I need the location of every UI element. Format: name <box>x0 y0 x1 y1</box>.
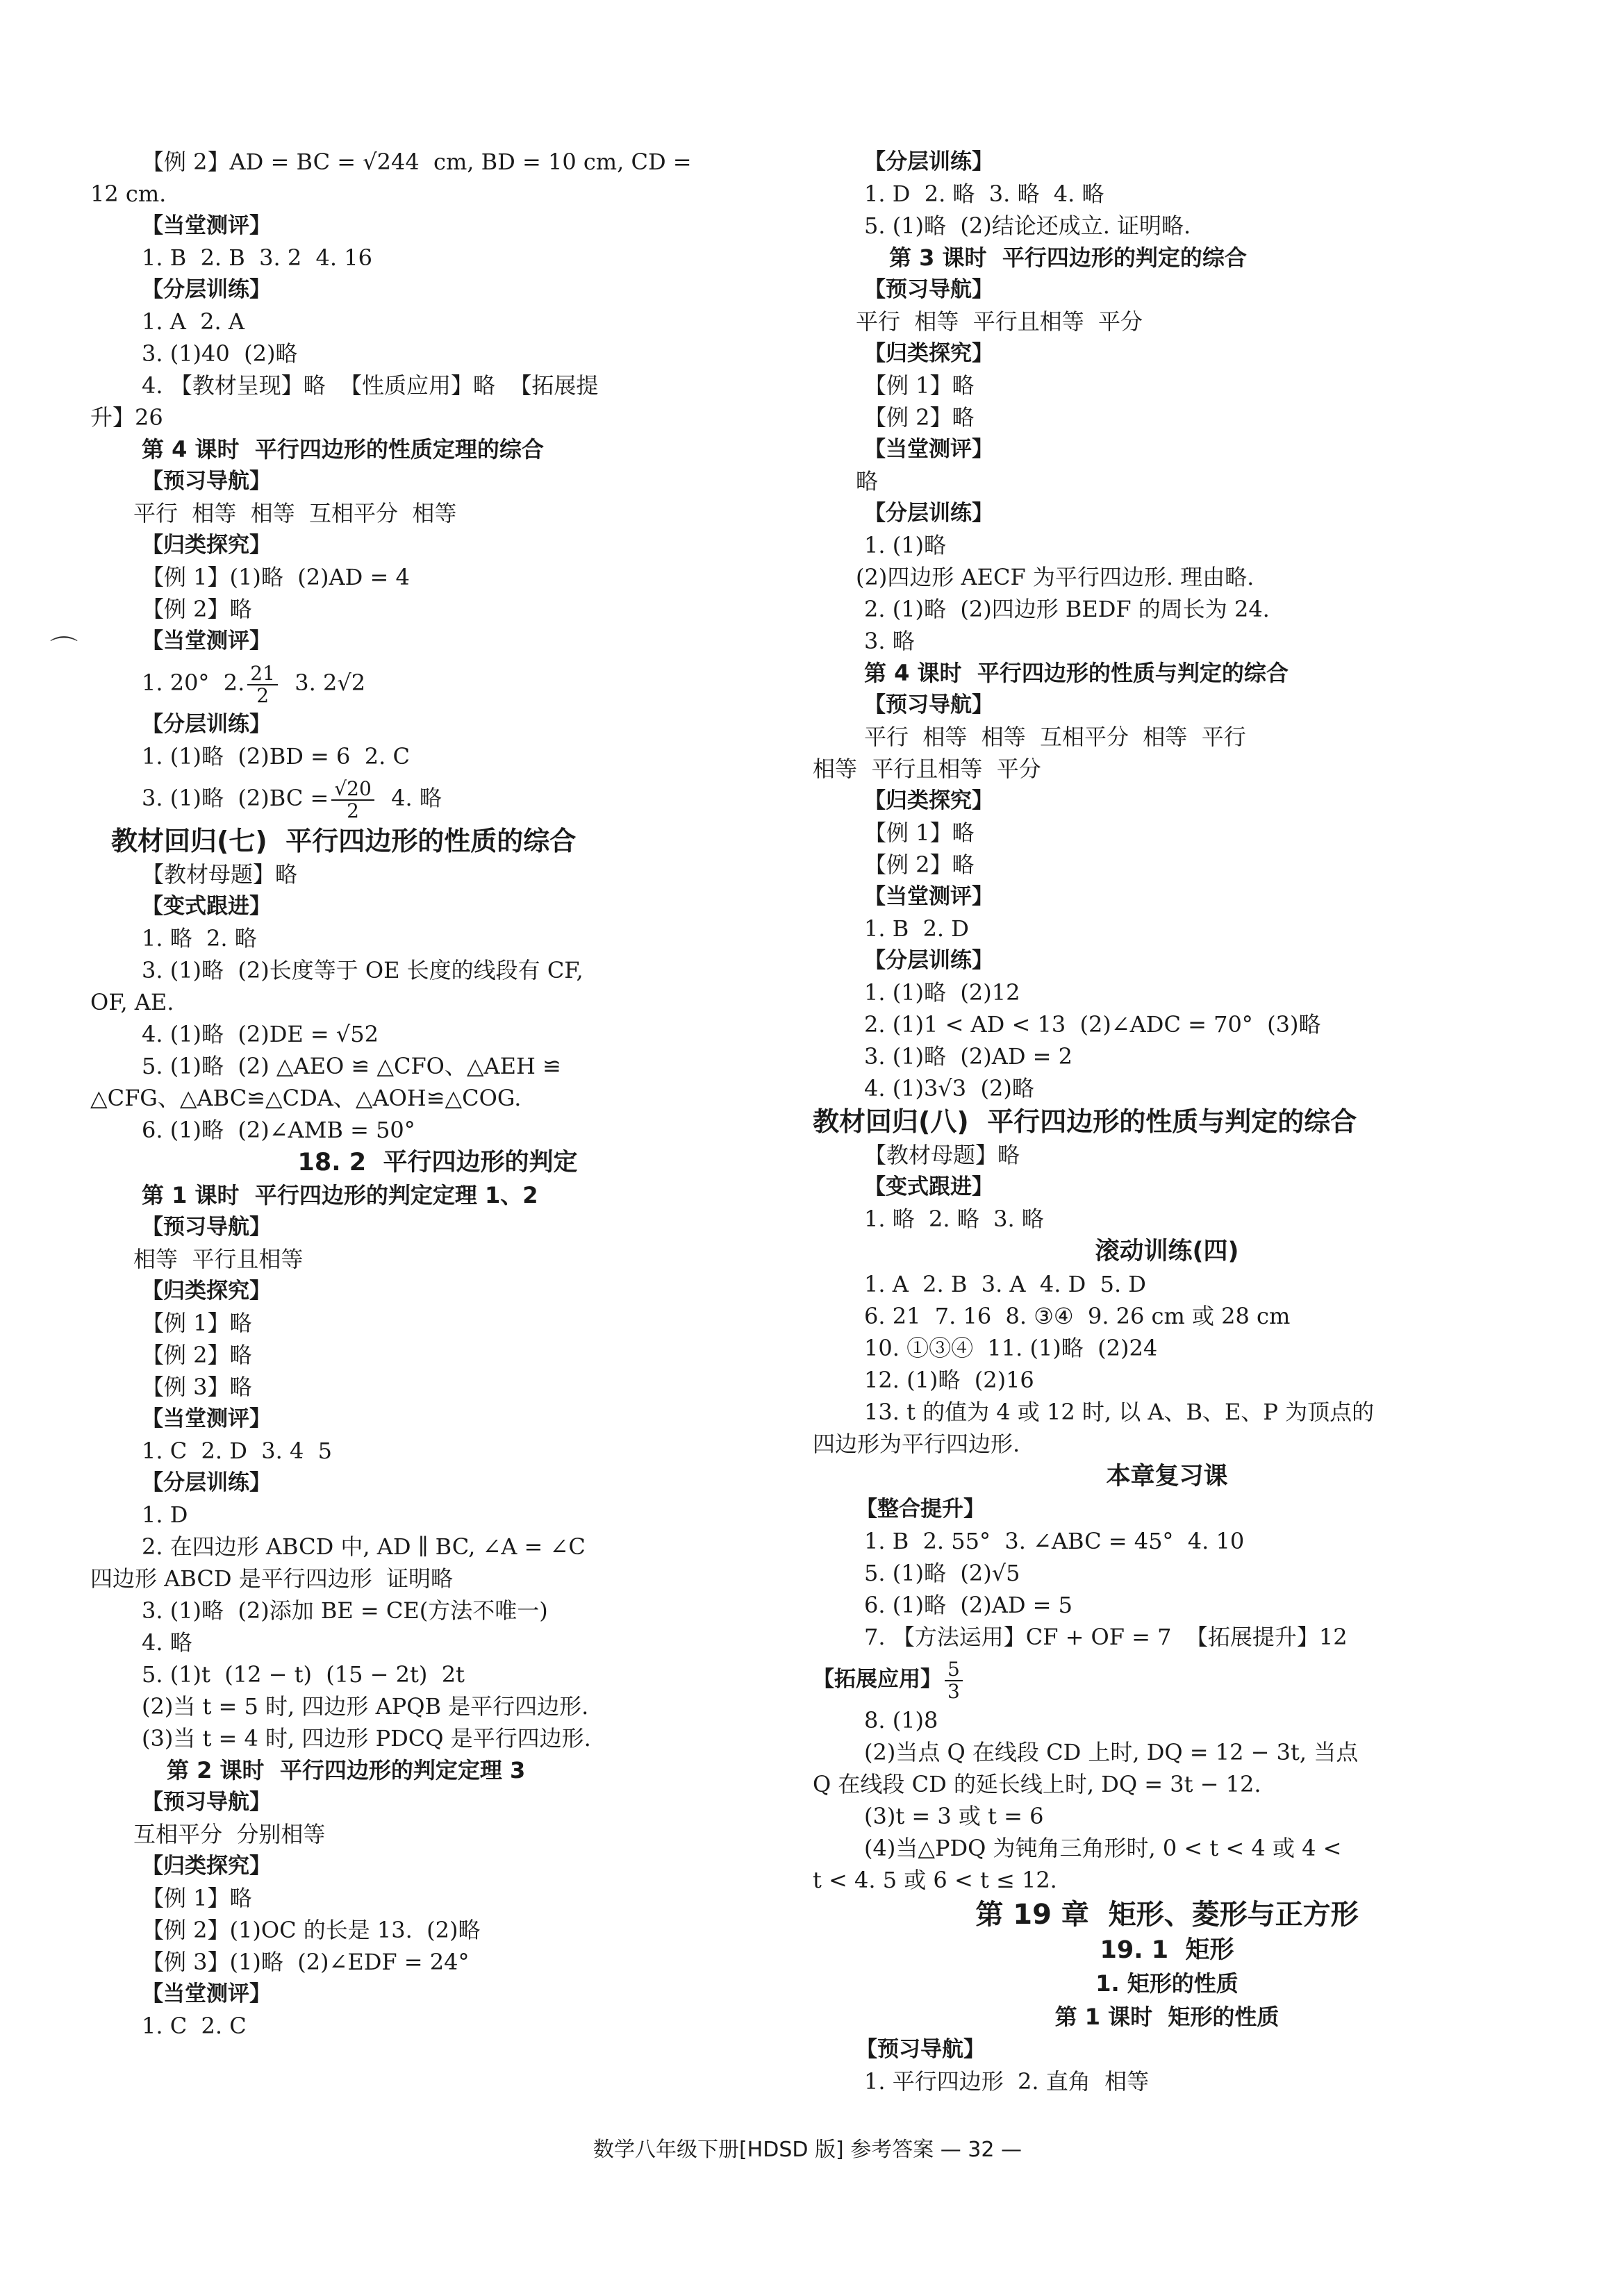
text-line: 3. (1)略 (2)长度等于 OE 长度的线段有 CF, <box>142 957 583 983</box>
section-tag: 【归类探究】 <box>864 788 993 813</box>
section-tag: 【变式跟进】 <box>864 1174 993 1199</box>
right-column <box>813 146 1521 2097</box>
lesson-heading: 第 4 课时 平行四边形的性质与判定的综合 <box>864 660 1289 686</box>
text-line: (4)当△PDQ 为钝角三角形时, 0 < t < 4 或 4 < <box>864 1835 1342 1861</box>
text-line: 1. A 2. A <box>142 308 245 335</box>
section-tag: 【分层训练】 <box>142 277 271 302</box>
text-line: 四边形为平行四边形. <box>813 1431 1020 1457</box>
section-tag: 【分层训练】 <box>142 712 271 737</box>
text-line: 4. 【教材呈现】略 【性质应用】略 【拓展提 <box>142 372 599 399</box>
subsection-heading: 1. 矩形的性质 <box>1095 1970 1239 1997</box>
text-line: 1. B 2. B 3. 2 4. 16 <box>142 244 372 271</box>
section-tag: 【当堂测评】 <box>142 213 271 238</box>
section-tag: 【归类探究】 <box>142 1279 271 1304</box>
text-line: 1. (1)略 (2)BD = 6 2. C <box>142 743 410 770</box>
left-column <box>90 146 785 2042</box>
text-line: 【例 2】略 <box>864 851 975 878</box>
section-tag: 【变式跟进】 <box>142 894 271 919</box>
text-line: (3)t = 3 或 t = 6 <box>864 1803 1044 1829</box>
text-line: 【例 1】略 <box>864 820 975 846</box>
text-line: 【例 1】略 <box>142 1885 252 1911</box>
section-tag: 【预习导航】 <box>856 2037 985 2062</box>
text-line: 【例 2】AD = BC = √244 cm, BD = 10 cm, CD = <box>142 149 692 175</box>
text-line: 10. ①③④ 11. (1)略 (2)24 <box>864 1335 1158 1361</box>
text-line: 3. (1)40 (2)略 <box>142 340 298 367</box>
text-line: 【例 2】略 <box>864 404 975 431</box>
lesson-heading: 第 1 课时 平行四边形的判定定理 1、2 <box>142 1182 538 1208</box>
section-tag: 【归类探究】 <box>864 341 993 366</box>
review-heading: 教材回归(八) 平行四边形的性质与判定的综合 <box>813 1106 1357 1137</box>
text-line: 1. B 2. D <box>864 915 969 942</box>
text-line: 【教材母题】略 <box>864 1142 1020 1168</box>
text-line: 【例 1】略 <box>142 1310 252 1336</box>
text-line: Q 在线段 CD 的延长线上时, DQ = 3t − 12. <box>813 1771 1261 1797</box>
section-tag: 【分层训练】 <box>142 1470 271 1495</box>
text-line: 2. 在四边形 ABCD 中, AD ∥ BC, ∠A = ∠C <box>142 1533 586 1560</box>
text-line: 12. (1)略 (2)16 <box>864 1367 1034 1393</box>
section-tag: 【预习导航】 <box>142 1215 271 1240</box>
review-heading: 教材回归(七) 平行四边形的性质的综合 <box>111 826 577 856</box>
text-line: 6. (1)略 (2)∠AMB = 50° <box>142 1117 415 1143</box>
text-line: 2. (1)1 < AD < 13 (2)∠ADC = 70° (3)略 <box>864 1011 1321 1038</box>
section-heading: 18. 2 平行四边形的判定 <box>297 1149 578 1176</box>
text-line: 4. (1)3√3 (2)略 <box>864 1075 1034 1101</box>
text-line: 相等 平行且相等 平分 <box>813 756 1041 782</box>
section-heading: 滚动训练(四) <box>1095 1238 1239 1265</box>
text-line: 略 <box>856 468 879 494</box>
text-line: 5. (1)略 (2)√5 <box>864 1560 1020 1586</box>
section-heading: 本章复习课 <box>1106 1463 1228 1490</box>
fraction: $\frac{21}{2}$ <box>247 663 278 706</box>
section-tag: 【预习导航】 <box>142 469 271 494</box>
text-line: 1. A 2. B 3. A 4. D 5. D <box>864 1271 1146 1297</box>
text-line: 5. (1)t (12 − t) (15 − 2t) 2t <box>142 1661 465 1688</box>
text-line: 4. (1)略 (2)DE = √52 <box>142 1021 379 1047</box>
text-line: 4. 略 <box>142 1629 192 1656</box>
lesson-heading: 第 1 课时 矩形的性质 <box>1054 2004 1279 2030</box>
text-line: 平行 相等 相等 互相平分 相等 <box>133 500 457 526</box>
fraction: $\frac{5}{3}$ <box>945 1659 963 1702</box>
lesson-heading: 第 2 课时 平行四边形的判定定理 3 <box>167 1757 526 1783</box>
section-tag: 【当堂测评】 <box>142 629 271 654</box>
chapter-heading: 第 19 章 矩形、菱形与正方形 <box>975 1899 1359 1931</box>
text-line: 1. (1)略 (2)12 <box>864 979 1020 1006</box>
text-line: 2. (1)略 (2)四边形 BEDF 的周长为 24. <box>864 596 1270 622</box>
section-tag: 【归类探究】 <box>142 533 271 558</box>
text-line: 3. (1)略 (2)添加 BE = CE(方法不唯一) <box>142 1597 548 1624</box>
text-line: 【例 2】(1)OC 的长是 13. (2)略 <box>142 1917 481 1943</box>
text-line: 3. (1)略 (2)AD = 2 <box>864 1043 1072 1070</box>
text-line: 1. 略 2. 略 3. 略 <box>864 1206 1044 1232</box>
text-line: 四边形 ABCD 是平行四边形 证明略 <box>90 1565 454 1592</box>
text-line: 6. (1)略 (2)AD = 5 <box>864 1592 1072 1618</box>
text-line: 平行 相等 平行且相等 平分 <box>856 308 1143 335</box>
text-line: 相等 平行且相等 <box>133 1246 304 1272</box>
text-line: 1. 略 2. 略 <box>142 925 257 951</box>
lesson-heading: 第 3 课时 平行四边形的判定的综合 <box>889 244 1247 271</box>
text-line: 互相平分 分别相等 <box>133 1821 326 1847</box>
text-line: 7. 【方法运用】CF + OF = 7 【拓展提升】12 <box>864 1624 1348 1650</box>
section-tag: 【当堂测评】 <box>142 1981 271 2006</box>
text-line: 【例 2】略 <box>142 1342 252 1368</box>
section-tag: 【预习导航】 <box>864 277 993 302</box>
text-line: 【例 2】略 <box>142 596 252 622</box>
section-tag: 【归类探究】 <box>142 1854 271 1879</box>
section-tag: 【分层训练】 <box>864 948 993 973</box>
text-line: 1. C 2. C <box>142 2013 247 2039</box>
text-line: 5. (1)略 (2)结论还成立. 证明略. <box>864 213 1191 239</box>
text-line: 12 cm. <box>90 181 167 207</box>
text-line: (2)当点 Q 在线段 CD 上时, DQ = 12 − 3t, 当点 <box>864 1739 1359 1765</box>
text-line: 13. t 的值为 4 或 12 时, 以 A、B、E、P 为顶点的 <box>864 1399 1375 1425</box>
section-tag: 【预习导航】 <box>142 1790 271 1815</box>
text-line: 1. B 2. 55° 3. ∠ABC = 45° 4. 10 <box>864 1528 1245 1554</box>
text-line: 3. 略 <box>864 628 915 654</box>
text-line: 升】26 <box>90 404 163 431</box>
section-tag: 【当堂测评】 <box>864 884 993 909</box>
page-footer: 数学八年级下册[HDSD 版] 参考答案 — 32 — <box>593 2138 1022 2162</box>
text-line: 6. 21 7. 16 8. ③④ 9. 26 cm 或 28 cm <box>864 1303 1291 1329</box>
scan-mark-icon: ⌒ <box>50 635 78 667</box>
text-line: 【例 1】(1)略 (2)AD = 4 <box>142 564 410 590</box>
section-tag: 【分层训练】 <box>864 501 993 526</box>
text-line: 【例 3】略 <box>142 1374 252 1400</box>
text-line: 1. (1)略 <box>864 532 947 558</box>
text-line: 1. 平行四边形 2. 直角 相等 <box>864 2068 1150 2095</box>
section-tag: 【当堂测评】 <box>864 437 993 462</box>
section-tag: 【当堂测评】 <box>142 1406 271 1431</box>
text-line: (3)当 t = 4 时, 四边形 PDCQ 是平行四边形. <box>142 1725 591 1752</box>
text-line-with-fraction: 【拓展应用】 $\frac{5}{3}$ <box>813 1653 1521 1704</box>
text-line-with-fraction: 3. (1)略 (2)BC = $\frac{√20}{2}$ 4. 略 <box>142 776 442 822</box>
section-tag: 【预习导航】 <box>864 692 993 717</box>
lesson-heading: 第 4 课时 平行四边形的性质定理的综合 <box>142 436 544 463</box>
text-line: 【教材母题】略 <box>142 861 298 888</box>
text-line: t < 4. 5 或 6 < t ≤ 12. <box>813 1867 1057 1893</box>
text-line: 平行 相等 相等 互相平分 相等 平行 <box>864 724 1246 750</box>
text-line: (2)四边形 AECF 为平行四边形. 理由略. <box>856 564 1254 590</box>
fraction: $\frac{√20}{2}$ <box>331 779 374 822</box>
text-line: 8. (1)8 <box>864 1707 938 1733</box>
text-line: 【例 1】略 <box>864 372 975 399</box>
text-line: △CFG、△ABC≌△CDA、△AOH≌△COG. <box>90 1085 522 1111</box>
text-line: OF, AE. <box>90 989 174 1015</box>
text-line: 1. C 2. D 3. 4 5 <box>142 1438 332 1464</box>
text-line: 1. D 2. 略 3. 略 4. 略 <box>864 181 1104 207</box>
text-line: (2)当 t = 5 时, 四边形 APQB 是平行四边形. <box>142 1693 589 1720</box>
text-line: 5. (1)略 (2) △AEO ≌ △CFO、△AEH ≌ <box>142 1053 561 1079</box>
text-line-with-fraction: 1. 20° 2. $\frac{21}{2}$ 3. 2√2 <box>142 661 366 707</box>
section-tag: 【分层训练】 <box>864 149 993 174</box>
text-line: 1. D <box>142 1501 188 1528</box>
section-tag: 【整合提升】 <box>856 1497 985 1522</box>
section-heading: 19. 1 矩形 <box>1100 1936 1234 1964</box>
text-line: 【例 3】(1)略 (2)∠EDF = 24° <box>142 1949 470 1975</box>
